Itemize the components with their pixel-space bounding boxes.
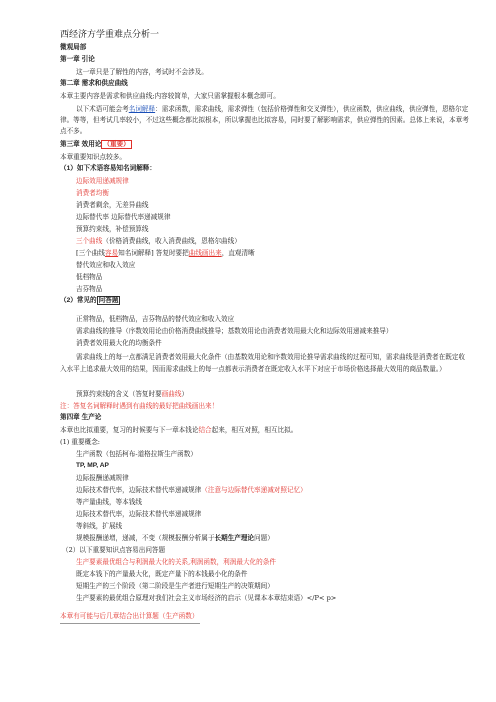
concept-item: TP, MP, AP [76, 462, 109, 469]
intro-highlight: 结合 [198, 426, 212, 434]
chapter-1-text: 这一章只是了解性的内容，考试时不会涉及。 [76, 68, 208, 76]
note-part: [三个曲线 [76, 249, 105, 257]
qa-paragraph-text: 需求曲线上的每一点都满足消费者效用最大化条件（由基数效用论和序数效用论推导需求曲线的过程可知，需求曲线是消费者在既定收入水平上追求最大效用的结果，因而需求曲线上的每一点都表示消费者在既定收入水平下对应于市场价格选择最大效用的商品数量。） [60, 353, 466, 373]
qa-item: 需求曲线的推导（序数效用论由价格消费曲线推导；基数效用论由消费者效用最大化和边际效用递减来推导） [76, 327, 393, 335]
concept-text: 规模报酬递增，递减，不变（规模报酬分析属于 [76, 534, 215, 542]
concept-item: 边际报酬递减规律 [76, 474, 129, 482]
qa-item [76, 390, 188, 398]
qa-item-2: 既定本钱下的产量最大化，既定产量下的本钱最小化的条件 [76, 570, 248, 578]
term-item: 替代效应和收入效应 [76, 261, 136, 269]
note-warning: 注：答复名词解释时遇到有曲线的最好把曲线画出来！ [60, 402, 219, 410]
concept-bold: 长期生产理论 [214, 535, 255, 542]
term-item [76, 237, 241, 245]
note-highlight: 曲线画出来 [188, 249, 222, 257]
qa-item: 正常物品，低档物品，吉芬物品的替代效应和收入效应 [76, 315, 235, 323]
concepts-heading: (1) 重要概念: [60, 438, 101, 446]
part-heading: 微观局部 [60, 44, 87, 51]
concept-text: 边际技术替代率，边际技术替代率递减规律 [76, 486, 202, 494]
concept-highlight: （注意与边际替代率递减对照记忆） [201, 486, 307, 494]
qa-item: 消费者效用最大化的均衡条件 [76, 339, 162, 347]
qa-text: ） [181, 390, 189, 398]
term-item: 预算约束线，补偿预算线 [76, 225, 149, 233]
qa-heading-2: （2）以下重要知识点容易出问答题 [62, 546, 166, 554]
qa-heading-box: 问答题 [98, 297, 119, 304]
paragraph-body: ：需求函数，需求曲线，需求弹性（包括价格弹性和交叉弹性），供应函数，供应曲线，供应弹性，恩格尔定律。等等，但考试几率较小，不过这些概念都比拟根本，所以掌握也比拟容易，同时要了解影响需求，供应弹性的因素。总体上来说，本章考点不多。 [60, 105, 469, 135]
term-link[interactable]: 名词解释 [128, 105, 156, 113]
concept-item: 等斜线，扩展线 [76, 522, 123, 530]
qa-item-2: 短期生产的三个阶段（第二阶段是生产者进行短期生产的决策期间） [76, 582, 274, 590]
chapter-2-heading: 第二章 需求和供应曲线 [60, 80, 128, 87]
term-item: 消费者剩余，无差异曲线 [76, 201, 149, 209]
term-item: 边际替代率 边际替代率递减规律 [76, 213, 171, 221]
concept-item [76, 534, 274, 543]
term-item: 边际效用递减规律 [76, 177, 129, 185]
qa-item-2: 生产要素的最优组合原理对我们社会主义市场经济的启示（见课本本章结束语）</P< p> [76, 594, 337, 602]
chapter-3-heading [60, 141, 132, 149]
qa-heading-text: （2）常见的 [60, 297, 97, 304]
page-title: 西经济方学重难点分析一 [60, 30, 160, 40]
note-part: 知名词解释] 答复时要把 [118, 249, 189, 257]
concept-item: 生产函数（包括柯布-道格拉斯生产函数） [76, 450, 197, 458]
chapter-1-heading: 第一章 引论 [60, 56, 95, 63]
chapter-4-heading: 第四章 生产论 [60, 414, 102, 421]
term-item: 低档物品 [76, 273, 103, 281]
chapter-2-intro: 本章主要内容是需求和供应曲线;内容较简单，大家只需掌握根本概念即可。 [60, 92, 280, 100]
note-part: ，直观清晰 [221, 249, 255, 257]
qa-item-paragraph [60, 351, 470, 375]
term-item: 吉芬物品 [76, 285, 103, 293]
section-terms-heading: （1）如下术语容易知名词解释： [60, 165, 156, 172]
qa-text: 预算约束线的含义（答复时要 [76, 390, 162, 398]
concept-text: 问题） [254, 534, 274, 542]
concept-item: 边际技术替代率，边际技术替代率递减规律 [76, 510, 202, 518]
note-highlight: 容易 [104, 249, 119, 257]
term-item: 消费者均衡 [76, 189, 109, 197]
closing-note: 本章有可能与后几章结合出计算题（生产函数） [60, 612, 199, 620]
concept-item: 等产量曲线，等本钱线 [76, 498, 142, 506]
important-badge: （重要） [103, 141, 130, 148]
intro-text: 起来，相互对照，相互比拟。 [211, 426, 298, 434]
intro-text: 本章也比拟重要，复习的时候要与下一章本钱论 [60, 426, 199, 434]
section-qa-heading [60, 297, 120, 305]
qa-highlight: 画曲线 [161, 390, 182, 398]
qa-item-2: 生产要素最优组合与利润最大化的关系,利润函数，利润最大化的条件 [76, 558, 276, 566]
chapter-3-title: 第三章 效用论 [60, 141, 102, 148]
term-note [76, 249, 255, 257]
divider [60, 623, 200, 624]
chapter-2-paragraph [60, 104, 470, 137]
chapter-3-intro: 本章重要知识点较多。 [60, 153, 126, 161]
term-detail: （价格消费曲线，收入消费曲线，恩格尔曲线） [102, 237, 241, 245]
chapter-4-intro [60, 426, 297, 434]
paragraph-lead: 以下术语可能会考 [76, 105, 129, 113]
concept-item [76, 486, 307, 494]
term-highlight: 三个曲线 [76, 237, 103, 245]
